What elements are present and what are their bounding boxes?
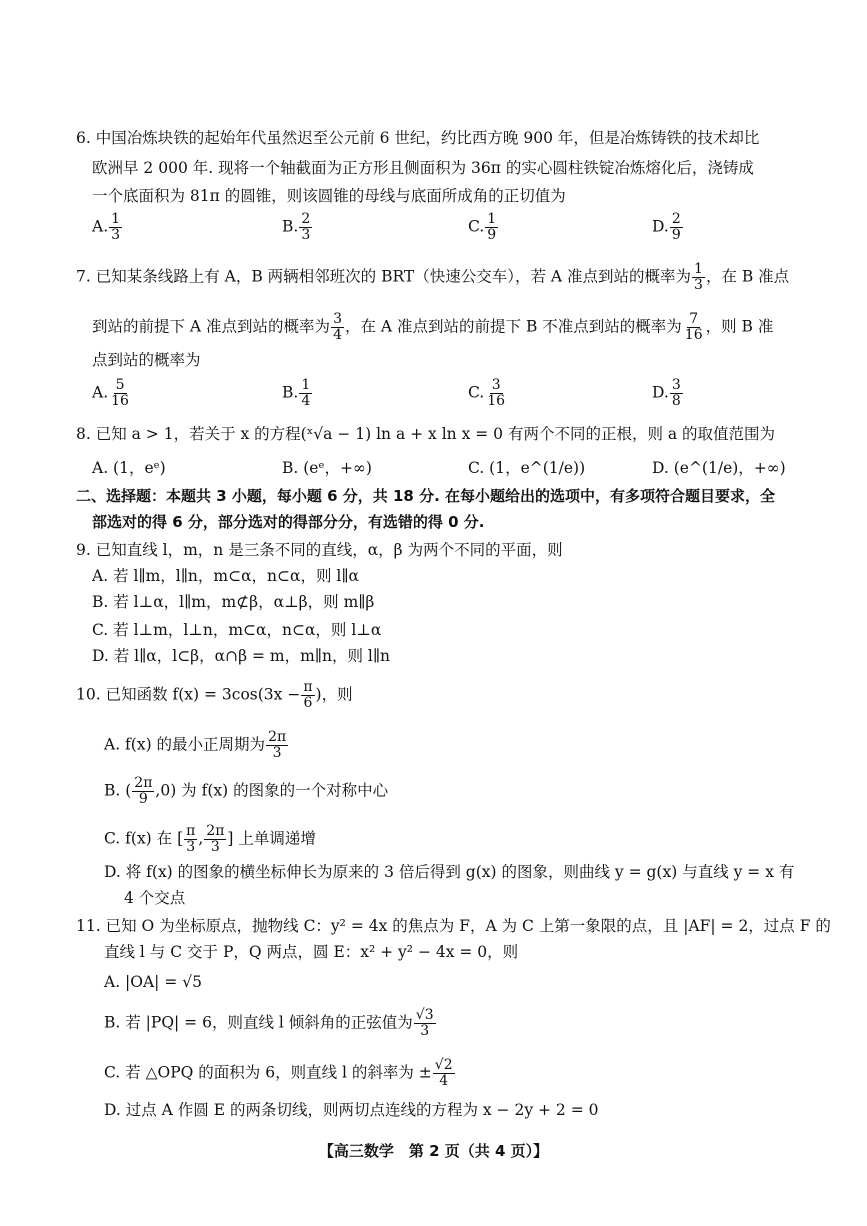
q8-option-a: A. (1，eᵉ) [92,459,166,477]
q7-line1: 7. 已知某条线路上有 A，B 两辆相邻班次的 BRT（快速公交车），若 A 准点到站的概率为 $\frac{1}{3}$ ，在 B 准点 [76,261,790,293]
q10-option-d-line1: D. 将 f(x) 的图象的横坐标伸长为原来的 3 倍后得到 g(x) 的图象，则曲线 y = g(x) 与直线 y = x 有 [104,863,795,881]
q6-option-b: B. $\frac{2}{3}$ [282,211,311,243]
q7-option-b: B. $\frac{1}{4}$ [282,377,311,409]
q7-line3: 点到站的概率为 [92,351,201,369]
q8-option-b: B. (eᵉ，+∞) [282,459,372,477]
q10-line1: 10. 已知函数 f(x) = 3cos(3x − $\frac{\pi}{6}$ )，则 [76,679,353,711]
q9-option-b: B. 若 l⊥α，l∥m，m⊄β，α⊥β，则 m∥β [92,593,375,611]
q10-option-d-line2: 4 个交点 [124,889,186,907]
q9-line1: 9. 已知直线 l，m，n 是三条不同的直线，α，β 为两个不同的平面，则 [76,541,563,559]
section2-heading-line1: 二、选择题：本题共 3 小题，每小题 6 分，共 18 分. 在每小题给出的选项中，有多项符合题目要求，全 [76,487,776,505]
q8-option-d: D. (e^(1/e)，+∞) [652,459,786,477]
q7-line2: 到站的前提下 A 准点到站的概率为 $\frac{3}{4}$ ，在 A 准点到站的前提下 B 不准点到站的概率为 $\frac{7}{16}$ ，则 B 准 [92,311,774,343]
q9-option-d: D. 若 l∥α，l⊂β，α∩β = m，m∥n，则 l∥n [92,647,390,665]
q7-option-a: A. $\frac{5}{16}$ [92,377,129,409]
q7-option-c: C. $\frac{3}{16}$ [468,377,506,409]
q11-line1: 11. 已知 O 为坐标原点，抛物线 C：y² = 4x 的焦点为 F，A 为 C 上第一象限的点，且 |AF| = 2，过点 F 的 [76,917,831,935]
q11-option-d: D. 过点 A 作圆 E 的两条切线，则两切点连线的方程为 x − 2y + 2 = 0 [104,1101,599,1119]
q11-option-b: B. 若 |PQ| = 6，则直线 l 倾斜角的正弦值为 $\frac{√3}{3}$ [104,1007,434,1039]
q6-line2: 欧洲早 2 000 年. 现将一个轴截面为正方形且侧面积为 36π 的实心圆柱铁锭冶炼熔化后，浇铸成 [92,159,754,177]
q10-option-a: A. f(x) 的最小正周期为 $\frac{2\pi}{3}$ [104,729,287,761]
q8-option-c: C. (1，e^(1/e)) [468,459,586,477]
q6-option-a: A. $\frac{1}{3}$ [92,211,121,243]
q6-option-d: D. $\frac{2}{9}$ [652,211,681,243]
page-footer: 【高三数学 第 2 页（共 4 页）】 [318,1142,549,1160]
q9-option-a: A. 若 l∥m，l∥n，m⊂α，n⊂α，则 l∥α [92,567,359,585]
q9-option-c: C. 若 l⊥m，l⊥n，m⊂α，n⊂α，则 l⊥α [92,621,382,639]
q11-line2: 直线 l 与 C 交于 P，Q 两点，圆 E：x² + y² − 4x = 0，则 [104,943,519,961]
q8-line1: 8. 已知 a > 1，若关于 x 的方程(ˣ√a − 1) ln a + x ln x = 0 有两个不同的正根，则 a 的取值范围为 [76,425,776,443]
q10-option-b: B. ( $\frac{2\pi}{9}$ ,0) 为 f(x) 的图象的一个对称中心 [104,775,389,807]
q6-line1: 6. 中国冶炼块铁的起始年代虽然迟至公元前 6 世纪，约比西方晚 900 年，但是冶炼铸铁的技术却比 [76,129,760,147]
q11-option-c: C. 若 △OPQ 的面积为 6，则直线 l 的斜率为 ± $\frac{√2}{4}$ [104,1057,453,1089]
q7-option-d: D. $\frac{3}{8}$ [652,377,681,409]
q6-option-c: C. $\frac{1}{9}$ [468,211,497,243]
section2-heading-line2: 部选对的得 6 分，部分选对的得部分分，有选错的得 0 分. [92,513,485,531]
q6-line3: 一个底面积为 81π 的圆锥，则该圆锥的母线与底面所成角的正切值为 [92,187,566,205]
q11-option-a: A. |OA| = √5 [104,973,202,991]
q10-option-c: C. f(x) 在 [ $\frac{\pi}{3}$ , $\frac{2\pi}{3}$ ] 上单调递增 [104,823,316,855]
